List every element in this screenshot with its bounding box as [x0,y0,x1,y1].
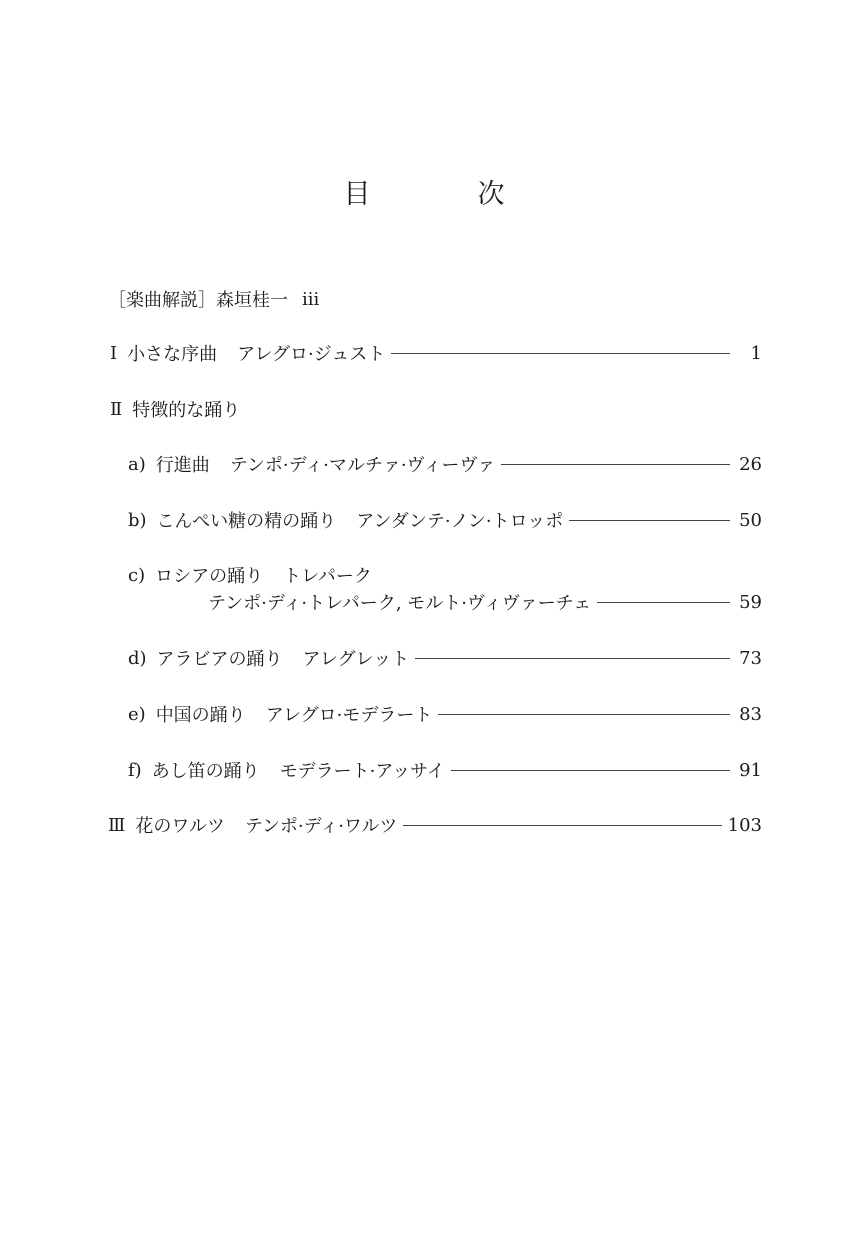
entry-number: Ⅲ [108,814,126,836]
entry-number: e) [128,703,146,725]
intro-page-number: iii [302,288,320,310]
entry-tempo: トレパーク [283,566,372,587]
toc-entry-a [128,451,762,477]
entry-page-number: 91 [739,759,762,781]
entry-number: d) [128,647,147,669]
entry-tempo: アンダンテ·ノン·トロッポ [356,511,564,532]
entry-title: 小さな序曲 [127,344,218,365]
entry-title: あし笛の踊り [151,761,260,782]
toc-entry-1 [110,340,762,366]
entry-tempo: テンポ·ディ·トレパーク, モルト·ヴィヴァーチェ [208,593,592,614]
toc-entry-2 [110,396,260,422]
entry-tempo: アレグロ·ジュスト [237,344,386,365]
toc-entry-3 [108,812,762,838]
entry-number: b) [128,509,147,531]
dot-leader [597,602,730,603]
entry-title: 特徴的な踊り [132,400,241,421]
entry-tempo: アレグレット [302,649,410,670]
entry-tempo: モデラート·アッサイ [279,761,445,782]
entry-title: 行進曲 [155,455,210,476]
entry-number: a) [128,453,146,475]
entry-page-number: 103 [727,814,762,836]
entry-tempo: テンポ·ディ·マルチァ·ヴィーヴァ [229,455,496,476]
entry-page-number: 83 [739,703,762,725]
entry-number: f) [128,759,142,781]
dot-leader [438,714,730,715]
entry-title: アラビアの踊り [156,649,283,670]
entry-title: 花のワルツ [135,816,225,837]
entry-number: c) [128,564,146,586]
toc-entry-d [128,645,762,671]
entry-page-number: 59 [739,591,762,613]
toc-entry-b [128,507,762,533]
intro-label: ［楽曲解説］森垣桂一 [108,290,288,311]
entry-title: 中国の踊り [155,705,246,726]
entry-title: ロシアの踊り [155,566,264,587]
toc-entry-f [128,757,762,783]
entry-page-number: 73 [739,647,762,669]
entry-tempo: テンポ·ディ·ワルツ [244,816,398,837]
toc-entry-c [128,562,372,588]
dot-leader [569,520,730,521]
dot-leader [403,825,721,826]
entry-number: Ⅰ [110,342,118,364]
dot-leader [501,464,730,465]
dot-leader [391,353,730,354]
toc-entry-c-continued [208,589,762,615]
entry-page-number: 26 [739,453,762,475]
toc-intro [108,286,319,312]
entry-page-number: 50 [739,509,762,531]
dot-leader [451,770,730,771]
entry-title: こんぺい糖の精の踊り [156,511,337,532]
entry-page-number: 1 [750,342,762,364]
dot-leader [415,658,730,659]
page-title: 目 次 [343,179,545,210]
entry-tempo: アレグロ·モデラート [265,705,433,726]
toc-entry-e [128,701,762,727]
entry-number: Ⅱ [110,398,123,420]
